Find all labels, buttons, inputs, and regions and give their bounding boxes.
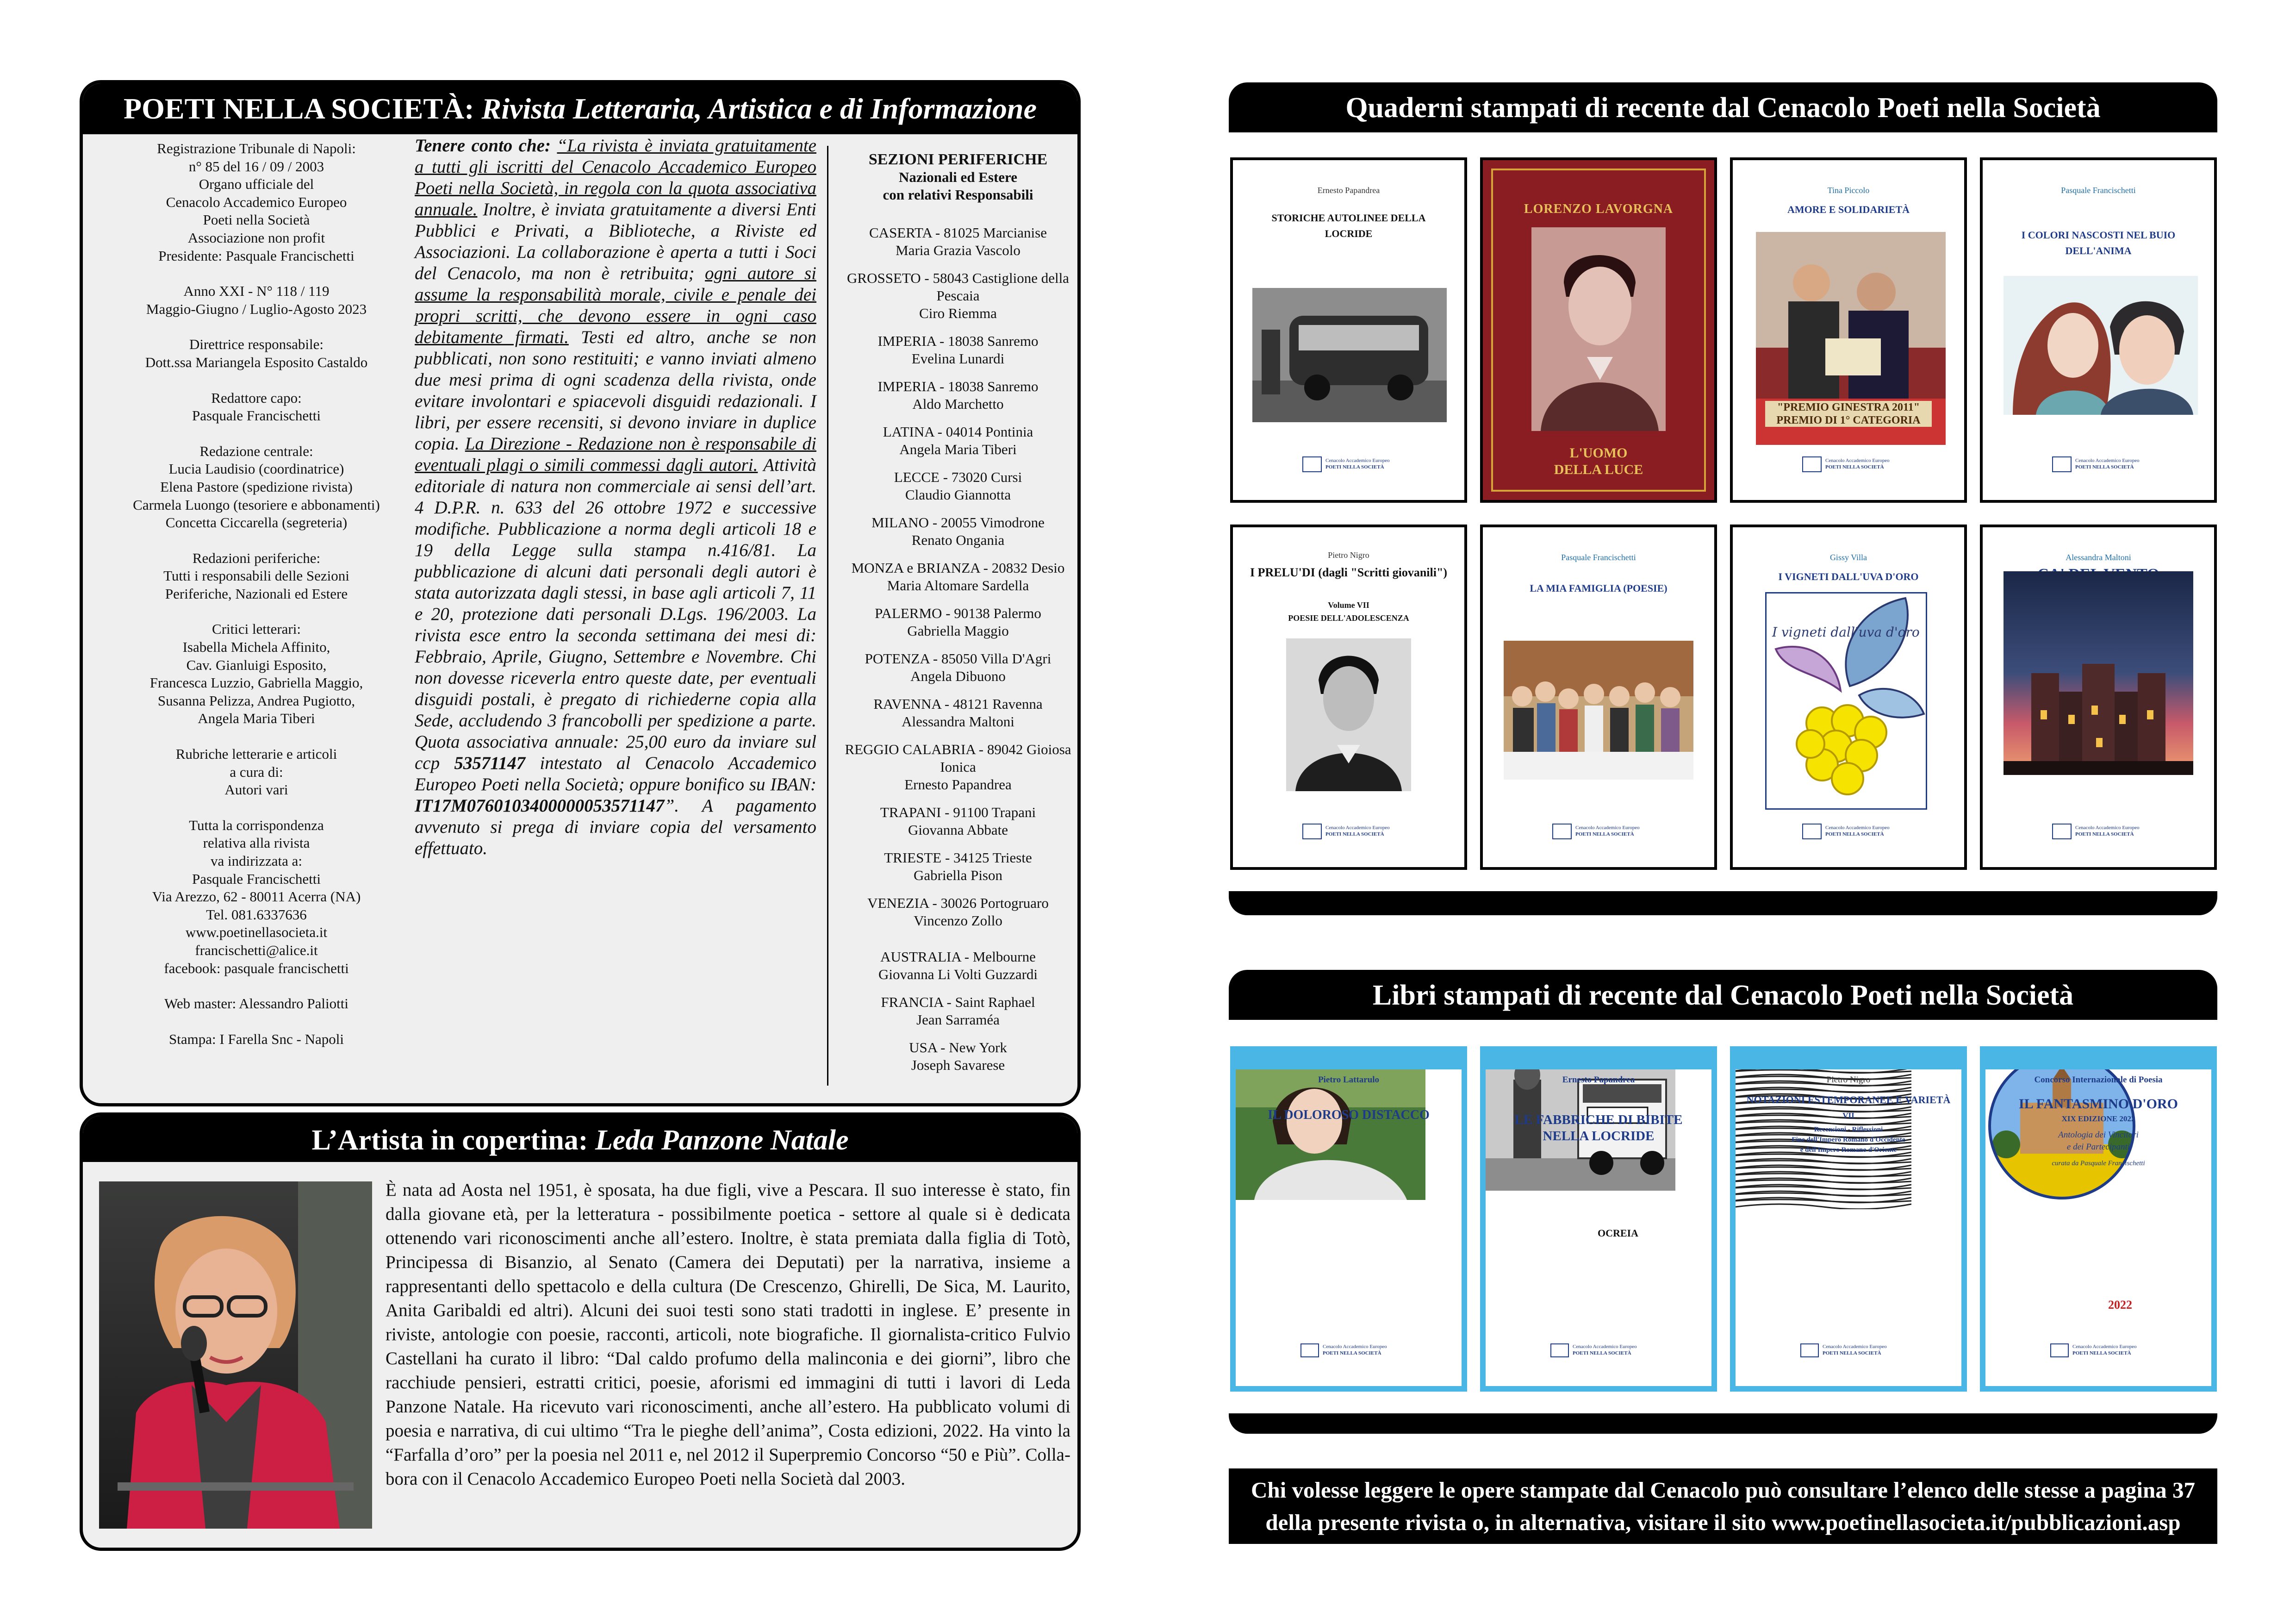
publisher-logo-icon (1552, 824, 1572, 839)
book-author: Pasquale Francischetti (2061, 186, 2136, 195)
publisher-line-2: POETI NELLA SOCIETÀ (1825, 831, 1884, 837)
publisher-line-1: Cenacolo Accademico Europeo (1823, 1344, 1887, 1349)
redazione-line: Redazioni periferiche: (192, 550, 321, 566)
artist-panel (80, 1112, 1081, 1551)
redazione-line: Redazione centrale: (199, 443, 313, 459)
libro-card[interactable] (1480, 1046, 1717, 1392)
redazione-line: Pasquale Francischetti (192, 407, 321, 424)
book-title: LE FABBRICHE DI BIBITE NELLA LOCRIDE (1514, 1112, 1683, 1143)
book-author: LORENZO LAVORGNA (1524, 202, 1674, 216)
notice-part-7: intestato al Cenacolo Accademico Europeo Poeti nella Società; oppure bonifico su IBAN: (415, 753, 816, 794)
redazione-line: Maggio-Giugno / Luglio-Agosto 2023 (146, 300, 367, 317)
cover-band (1736, 1052, 1961, 1069)
cover-caption: I vigneti dall'uva d'oro (1772, 625, 1920, 640)
redazione-line: francischetti@alice.it (195, 942, 318, 958)
sezione-item (834, 378, 1081, 413)
book-author: Tina Piccolo (1827, 186, 1870, 195)
quaderno-card[interactable] (1230, 157, 1467, 503)
book-title: LA MIA FAMIGLIA (POESIE) (1530, 582, 1668, 594)
publisher-logo-icon (1302, 456, 1322, 472)
redazione-line: Angela Maria Tiberi (198, 710, 315, 727)
quaderno-card[interactable] (1230, 525, 1467, 870)
sezione-place: MILANO - 20055 Vimodrone (871, 514, 1045, 531)
sezione-place: IMPERIA - 18038 Sanremo (877, 378, 1039, 394)
sezione-place: LATINA - 04014 Pontinia (883, 424, 1033, 440)
sezione-item (834, 559, 1081, 594)
sezione-person: Gabriella Maggio (907, 623, 1009, 639)
redazione-line: Organo ufficiale del (199, 176, 314, 193)
artist-heading-name: Leda Panzone Natale (595, 1124, 849, 1156)
redazione-line (87, 425, 425, 443)
redazione-line: facebook: pasquale francischetti (164, 960, 349, 976)
publisher-line-2: POETI NELLA SOCIETÀ (1573, 1350, 1631, 1356)
sezione-place: REGGIO CALABRIA - 89042 Gioiosa Ionica (845, 741, 1071, 775)
book-author: Pasquale Francischetti (1561, 553, 1636, 562)
publisher-mark (1552, 822, 1663, 842)
redazione-line: Redattore capo: (211, 389, 302, 406)
sezione-person: Giovanna Abbate (908, 822, 1008, 838)
redazione-line: Critici letterari: (212, 621, 301, 637)
publisher-line-1: Cenacolo Accademico Europeo (1825, 458, 1890, 463)
redazione-line: n° 85 del 16 / 09 / 2003 (188, 158, 324, 175)
publisher-mark (1550, 1342, 1671, 1360)
redazione-line: Autori vari (224, 781, 288, 798)
publisher-line-1: Cenacolo Accademico Europeo (1575, 825, 1640, 831)
publisher-line-2: POETI NELLA SOCIETÀ (1325, 831, 1384, 837)
sezioni-list (834, 224, 1081, 930)
publisher-line-2: POETI NELLA SOCIETÀ (2072, 1350, 2131, 1356)
sezione-item (834, 269, 1081, 322)
book-title: STORICHE AUTOLINEE DELLA LOCRIDE (1271, 212, 1426, 239)
sezione-person: Gabriella Pison (914, 867, 1002, 883)
sezione-estera-item (834, 948, 1081, 983)
quaderno-card[interactable] (1480, 525, 1717, 870)
artist-bio: È nata ad Aosta nel 1951, è sposata, ha due figli, vive a Pescara. Il suo interesse è stato, fin dalla giovane età, per la letteratura - possibilmente poetica - settore al quale si è dedicata ottenendo vari riconoscimenti anche all’estero. Inoltre, è stata premiata dalla figlia di Totò, Principessa di Bisanzio, al Senato (Camera dei Deputati) per la narrativa, insieme a rappresentanti dello spettacolo e della cultura (De Crescenzo, Ghirelli, De Sica, M. Laurito, Anita Garibaldi ed altri). Alcuni dei suoi testi sono stati tradotti in inglese. E’ presente in riviste, antologie con poesie, racconti, articoli, note biografiche. Il giornalista-critico Fulvio Castellani ha curato il libro: “Dal caldo profumo della malinconia e dei giorni”, libro che racchiude pensieri, estratti critici, poesie, aforismi ed immagini di tutti i lavori di Leda Panzone Natale. Ha ricevuto vari riconoscimenti, anche all’estero. Ha pubblicato volumi di poesia e narrativa, di cui ultimo “Tra le pieghe dell’anima”, Costa edizioni, 2022. Ha vinto la “Farfalla d’oro” per la poesia nel 2011 e, nel 2012 il Superpremio Concorso “50 e Più”. Collabora con il Cenacolo Accademico Europeo Poeti nella Società dal 2003. (386, 1180, 1070, 1489)
book-subline: Antologia dei Vincitori (2058, 1130, 2139, 1140)
book-subline: e dei Partecipanti (2066, 1142, 2130, 1152)
sezione-item (834, 894, 1081, 930)
book-title: I PRELU'DI (dagli "Scritti giovanili") (1250, 566, 1448, 579)
sezione-person: Aldo Marchetto (912, 396, 1004, 412)
redazione-line: Via Arezzo, 62 - 80011 Acerra (NA) (152, 888, 361, 905)
redazione-line: Cav. Gianluigi Esposito, (186, 656, 327, 673)
book-cover-photo (2004, 276, 2198, 415)
sezione-person: Maria Altomare Sardella (887, 577, 1029, 593)
sezioni-title-3: con relativi Responsabili (883, 187, 1033, 203)
sezione-place: USA - New York (909, 1039, 1007, 1056)
publisher-logo-icon (2052, 824, 2072, 839)
book-subline: Fine dell'Impero Romano d'Occidente (1792, 1136, 1905, 1143)
redazione-line (87, 977, 425, 995)
sezione-item (834, 423, 1081, 458)
redazione-line: Periferiche, Nazionali ed Estere (165, 585, 348, 602)
notice-part-5: La Direzione - Redazione non è responsabile di eventuali plagi o simili commessi dagli autori. (415, 434, 816, 475)
footer-note-line-1: Chi volesse leggere le opere stampate dal Cenacolo può consultare l’elenco delle stesse a pagina 37 (1251, 1477, 2196, 1503)
sezione-place: POTENZA - 85050 Villa D'Agri (865, 650, 1052, 667)
book-title: I COLORI NASCOSTI NEL BUIO DELL'ANIMA (2021, 229, 2176, 256)
quaderno-card[interactable] (1980, 157, 2217, 503)
libri-heading-bar (1229, 970, 2217, 1020)
cover-band (1236, 1052, 1462, 1069)
book-author: Pietro Lattarulo (1318, 1075, 1380, 1085)
redazione-line: Stampa: I Farella Snc - Napoli (169, 1031, 344, 1047)
publisher-line-2: POETI NELLA SOCIETÀ (1575, 831, 1634, 837)
magazine-subtitle: Rivista Letteraria, Artistica e di Informazione (481, 92, 1037, 125)
publisher-name (1325, 457, 1390, 470)
book-cover-photo (2004, 571, 2193, 775)
book-author: Gissy Villa (1829, 553, 1867, 562)
redazione-line: www.poetinellasocieta.it (185, 924, 328, 941)
cover-sign-text: OCREIA (1597, 1227, 1638, 1239)
sezioni-estere-list (834, 948, 1081, 1074)
book-cover-photo (1236, 1052, 1425, 1200)
sezione-place: CASERTA - 81025 Marcianise (869, 225, 1047, 241)
sezione-person: Vincenzo Zollo (914, 912, 1002, 929)
sezione-item (834, 804, 1081, 839)
book-curator: curata da Pasquale Francischetti (2052, 1160, 2145, 1167)
sezione-person: Angela Maria Tiberi (899, 441, 1017, 457)
book-title: IL FANTASMINO D'ORO (2019, 1096, 2178, 1112)
publisher-name (1323, 1343, 1387, 1356)
redazione-line: Tel. 081.6337636 (206, 906, 307, 923)
redazione-line: Web master: Alessandro Paliotti (164, 995, 348, 1012)
publisher-logo-icon (1550, 1343, 1569, 1357)
publisher-line-2: POETI NELLA SOCIETÀ (1325, 464, 1384, 470)
redazione-line: relativa alla rivista (203, 835, 310, 851)
sezione-place: MONZA e BRIANZA - 20832 Desio (851, 560, 1065, 576)
notice-part-4: Testi ed altro, anche se non pubblicati, non sono restituiti; e vanno inviati almeno due mesi prima di ogni scadenza della rivista, onde evitare involontari e spiacevoli disguidi redazionali. I libri, per essere recensiti, si devono inviare in duplice copia. (415, 327, 816, 454)
sezione-place: TRIESTE - 34125 Trieste (884, 849, 1032, 866)
sezione-estera-item (834, 993, 1081, 1029)
artist-heading-prefix: L’Artista in copertina: (311, 1124, 588, 1156)
redazione-line: Presidente: Pasquale Francischetti (158, 247, 355, 264)
magazine-header (83, 83, 1077, 134)
cover-band (1486, 1052, 1711, 1069)
cover-band (1985, 1052, 2211, 1069)
publisher-line-2: POETI NELLA SOCIETÀ (1825, 464, 1884, 470)
book-author: Ernesto Papandrea (1562, 1075, 1635, 1085)
publisher-name (1823, 1343, 1887, 1356)
sezione-place: FRANCIA - Saint Raphael (881, 994, 1035, 1010)
sezione-person: Evelina Lunardi (911, 350, 1005, 367)
publisher-name (1825, 824, 1890, 837)
redazione-line (87, 318, 425, 336)
sezione-person: Giovanna Li Volti Guzzardi (878, 966, 1038, 982)
notice-part-3: ogni autore si assume la responsabilità morale, civile e penale dei propri scritti, che devono essere in ogni caso debitamente firmati. (415, 263, 816, 347)
publisher-line-1: Cenacolo Accademico Europeo (1573, 1344, 1637, 1349)
redazione-line: va indirizzata a: (211, 853, 302, 869)
sezioni-title-2: Nazionali ed Estere (898, 169, 1017, 185)
sezione-item (834, 605, 1081, 640)
sezione-person: Claudio Giannotta (905, 487, 1011, 503)
book-title: L'UOMO DELLA LUCE (1554, 445, 1643, 477)
sezione-place: LECCE - 73020 Cursi (894, 469, 1022, 485)
redazione-line: Carmela Luongo (tesoriere e abbonamenti) (133, 496, 380, 513)
book-cover-photo (1531, 227, 1666, 431)
artist-photo (99, 1181, 372, 1529)
redazione-line: Francesca Luzzio, Gabriella Maggio, (149, 675, 363, 691)
publisher-line-2: POETI NELLA SOCIETÀ (2075, 464, 2134, 470)
ccp-number: 53571147 (454, 753, 526, 773)
quaderni-heading: Quaderni stampati di recente dal Cenacolo Poeti nella Società (1345, 92, 2101, 124)
publisher-name (2075, 824, 2140, 837)
sezione-estera-item (834, 1039, 1081, 1074)
publisher-mark (1300, 1342, 1421, 1360)
publisher-mark (1800, 1342, 1921, 1360)
publisher-name (1575, 824, 1640, 837)
publisher-name (2072, 1343, 2137, 1356)
sezione-person: Renato Ongania (911, 532, 1005, 548)
quaderno-card[interactable] (1730, 525, 1967, 870)
sezione-item (834, 224, 1081, 259)
magazine-info-panel (80, 80, 1081, 1106)
redazione-line: Tutta la corrispondenza (189, 817, 324, 833)
quaderno-card[interactable] (1480, 157, 1717, 503)
redazione-line (87, 532, 425, 550)
publisher-name (1573, 1343, 1637, 1356)
footer-note (1229, 1468, 2217, 1544)
sezione-item (834, 332, 1081, 368)
redazione-line (87, 372, 425, 389)
publisher-line-2: POETI NELLA SOCIETÀ (1323, 1350, 1381, 1356)
publisher-mark (1802, 455, 1913, 475)
notice-part-1: “La rivista è inviata gratuitamente a tutti gli iscritti del Cenacolo Accademico Europeo Poeti nella Società, in regola con la quota associativa annuale. (415, 136, 816, 219)
redazione-line (87, 728, 425, 745)
redazione-line: Elena Pastore (spedizione rivista) (160, 478, 353, 495)
quaderni-bottom-bar (1229, 891, 2217, 915)
libro-card[interactable] (1980, 1046, 2217, 1392)
sezioni-title (834, 151, 1081, 204)
publisher-line-1: Cenacolo Accademico Europeo (2075, 825, 2140, 831)
sezione-place: TRAPANI - 91100 Trapani (880, 804, 1036, 820)
redazione-line: Associazione non profit (187, 229, 325, 246)
sezione-item (834, 468, 1081, 504)
book-subline: e dell'Impero Romano d'Oriente (1800, 1146, 1897, 1154)
sezione-place: AUSTRALIA - Melbourne (880, 949, 1036, 965)
libro-card[interactable] (1230, 1046, 1467, 1392)
sezione-place: IMPERIA - 18038 Sanremo (877, 333, 1039, 349)
book-author: Alessandra Maltoni (2066, 553, 2131, 562)
publisher-mark (2050, 1342, 2171, 1360)
publisher-mark (2052, 822, 2163, 842)
book-cover-photo (1252, 288, 1447, 422)
redazione-line: Dott.ssa Mariangela Esposito Castaldo (145, 354, 368, 370)
book-author: Ernesto Papandrea (1317, 186, 1380, 195)
redazione-line: Poeti nella Società (203, 212, 310, 228)
publisher-logo-icon (2050, 1343, 2069, 1357)
notice-part-6: Attività editoriale di natura non commerciale ai sensi dell’art. 4 D.P.R. n. 633 del 26 ottobre 1972 e successive modifiche. Pubblicazione a norma degli articoli 18 e 19 della Legge sulla stampa n.416/81. La pubblicazione di alcuni dati personali degli autori è stata autorizzata dagli stessi, in base agli articoli 7, 11 e 20, protezione dati personali D.Lgs. 196/2003. La rivista esce entro la seconda settimana dei mesi di: Febbraio, Aprile, Giugno, Settembre e Novembre. Chi non dovesse riceverla entro queste date, per eventuali disguidi postali, è pregato di richiederne copia alla Sede, accludendo 3 francobolli per spedizione a parte. Quota associativa annuale: 25,00 euro da inviare sul ccp (415, 455, 817, 773)
redazione-line: Direttrice responsabile: (189, 336, 324, 353)
sezione-place: RAVENNA - 48121 Ravenna (873, 696, 1043, 712)
publisher-logo-icon (2052, 456, 2072, 472)
sezioni-column (834, 151, 1081, 1074)
publisher-line-2: POETI NELLA SOCIETÀ (1823, 1350, 1881, 1356)
redazione-line: Rubriche letterarie e articoli (175, 746, 337, 762)
redazione-line (87, 799, 425, 817)
redazione-line: Cenacolo Accademico Europeo (166, 194, 347, 210)
redazione-line: Anno XXI - N° 118 / 119 (183, 283, 330, 300)
sezioni-title-1: SEZIONI PERIFERICHE (868, 151, 1048, 168)
book-title: I VIGNETI DALL'UVA D'ORO (1778, 571, 1919, 582)
publisher-name (1825, 457, 1890, 470)
sezione-person: Ciro Riemma (919, 305, 997, 321)
notice-part-2: Inoltre, è inviata gratuitamente a diversi Enti Pubblici e Privati, a Biblioteche, a Riviste ed Associazioni. La collaborazione è aperta a tutti i Soci del Cenacolo, ma non è retribuita; (415, 200, 816, 283)
publisher-logo-icon (1802, 456, 1822, 472)
publisher-line-1: Cenacolo Accademico Europeo (2075, 458, 2140, 463)
publisher-logo-icon (1300, 1343, 1319, 1357)
redazione-line: Concetta Ciccarella (segreteria) (165, 514, 348, 531)
book-author: Pietro Nigro (1826, 1075, 1871, 1085)
redazione-line: Lucia Laudisio (coordinatrice) (168, 461, 344, 477)
publisher-line-1: Cenacolo Accademico Europeo (2072, 1344, 2137, 1349)
book-cover-photo (1286, 638, 1411, 791)
iban-code: IT17M0760103400000053571147 (415, 796, 665, 816)
redazione-line: Tutti i responsabili delle Sezioni (163, 568, 349, 584)
publisher-line-1: Cenacolo Accademico Europeo (1323, 1344, 1387, 1349)
publisher-logo-icon (1802, 824, 1822, 839)
sezione-person: Jean Sarraméa (916, 1012, 1000, 1028)
publisher-line-2: POETI NELLA SOCIETÀ (2075, 831, 2134, 837)
book-title: NOTAZIONI ESTEMPORANEE E VARIETÀ (1746, 1094, 1951, 1106)
book-author: Concorso Internazionale di Poesia (2034, 1075, 2163, 1085)
sezione-item (834, 741, 1081, 793)
sezione-person: Alessandra Maltoni (902, 713, 1014, 730)
book-edition: XIX EDIZIONE 2022 (2061, 1114, 2135, 1123)
sezione-person: Joseph Savarese (911, 1057, 1005, 1073)
book-subline: Recensioni - Riflessioni (1814, 1126, 1883, 1133)
publisher-logo-icon (1302, 824, 1322, 839)
book-volume: VII (1842, 1111, 1854, 1120)
notice-text (415, 135, 816, 859)
libro-card[interactable] (1730, 1046, 1967, 1392)
sezione-item (834, 514, 1081, 549)
book-title: AMORE E SOLIDARIETÀ (1787, 204, 1910, 215)
sezione-place: PALERMO - 90138 Palermo (875, 605, 1041, 621)
redazione-line: a cura di: (230, 763, 283, 780)
book-author: Pietro Nigro (1328, 550, 1369, 560)
publisher-mark (1302, 455, 1413, 475)
redazione-line: Pasquale Francischetti (192, 870, 321, 887)
publisher-mark (2052, 455, 2163, 475)
publisher-mark (1802, 822, 1913, 842)
artist-header (83, 1116, 1077, 1162)
quaderno-card[interactable] (1980, 525, 2217, 870)
book-title: IL DOLOROSO DISTACCO (1268, 1108, 1430, 1122)
publisher-line-1: Cenacolo Accademico Europeo (1325, 825, 1390, 831)
quaderni-heading-bar (1229, 82, 2217, 132)
publisher-line-1: Cenacolo Accademico Europeo (1325, 458, 1390, 463)
footer-note-line-2: della presente rivista o, in alternativa, visitare il sito www.poetinellasocieta.it/pubblicazioni.asp (1265, 1510, 2181, 1535)
magazine-title: POETI NELLA SOCIETÀ: (124, 92, 474, 125)
publisher-line-1: Cenacolo Accademico Europeo (1825, 825, 1890, 831)
publisher-name (2075, 457, 2140, 470)
notice-lead: Tenere conto che: (415, 136, 551, 156)
redazione-line: Susanna Pelizza, Andrea Pugiotto, (157, 692, 355, 709)
publisher-logo-icon (1800, 1343, 1819, 1357)
cover-year: 2022 (2108, 1298, 2132, 1312)
book-subtitle: POESIE DELL'ADOLESCENZA (1288, 613, 1409, 623)
sezione-item (834, 650, 1081, 685)
sezione-place: GROSSETO - 58043 Castiglione della Pescaia (847, 270, 1069, 304)
sezione-item (834, 849, 1081, 884)
column-divider (827, 146, 828, 1086)
quaderno-card[interactable] (1730, 157, 1967, 503)
cover-caption: "PREMIO GINESTRA 2011" PREMIO DI 1° CATEGORIA (1765, 401, 1932, 427)
redazione-column (87, 140, 425, 1048)
publisher-name (1325, 824, 1390, 837)
libri-heading: Libri stampati di recente dal Cenacolo Poeti nella Società (1372, 980, 2074, 1011)
sezione-person: Ernesto Papandrea (904, 776, 1012, 793)
sezione-place: VENEZIA - 30026 Portogruaro (867, 895, 1049, 911)
redazione-line: Isabella Michela Affinito, (182, 639, 330, 656)
sezione-person: Angela Dibuono (910, 668, 1006, 684)
book-volume: Volume VII (1328, 600, 1369, 610)
libri-bottom-bar (1229, 1413, 2217, 1434)
redazione-line (87, 265, 425, 282)
redazione-line: Registrazione Tribunale di Napoli: (157, 140, 356, 156)
book-cover-photo (1504, 641, 1693, 780)
artist-photo-illustration (99, 1181, 372, 1529)
sezione-person: Maria Grazia Vascolo (896, 242, 1020, 258)
redazione-line (87, 1013, 425, 1031)
sezione-item (834, 695, 1081, 731)
notice-part-8: ”. A pagamento avvenuto si prega di inviare copia del versamento effettuato. (415, 796, 816, 858)
redazione-line (87, 603, 425, 620)
publisher-mark (1302, 822, 1413, 842)
